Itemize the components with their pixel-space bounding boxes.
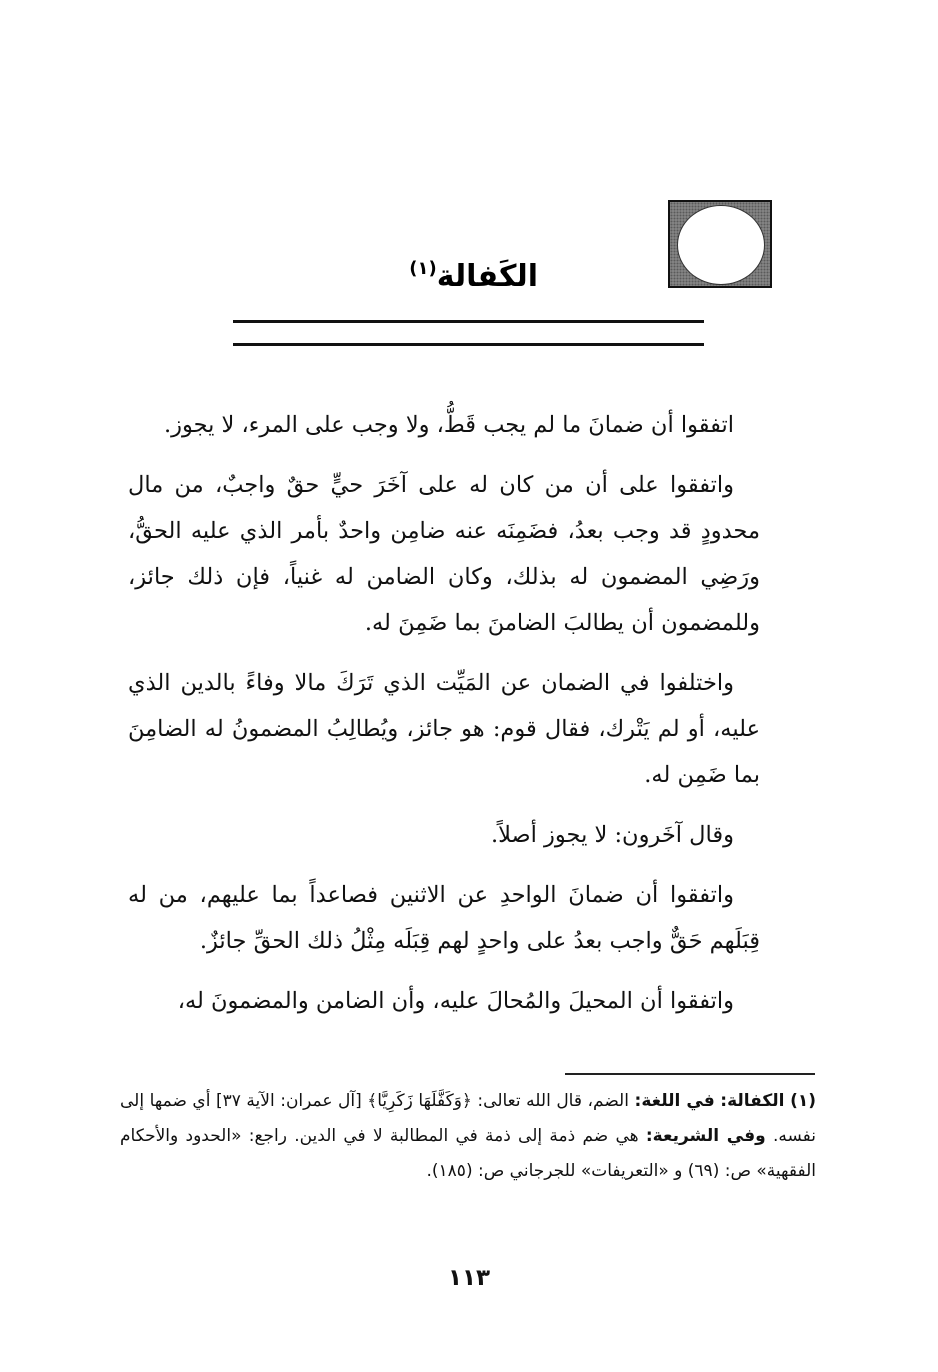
body-text [128, 402, 760, 1038]
ornament-circle-icon [677, 205, 765, 285]
chapter-title-text: الكَفالة [436, 259, 538, 294]
footnote-number: (١) [790, 1091, 817, 1111]
footnote-term: الكفالة: [720, 1091, 785, 1111]
footnote [120, 1084, 816, 1189]
paragraph: واختلفوا في الضمان عن المَيِّت الذي تَرَكَ مالا وفاءً بالدين الذي عليه، أو لم يَتْرك، فقال قوم: هو جائز، ويُطالِبُ المضمونُ له الضامِنَ بما ضَمِن له. [128, 670, 760, 788]
page-number: ١١٣ [447, 1265, 491, 1291]
paragraph: وقال آخَرون: لا يجوز أصلاً. [490, 822, 734, 848]
footnote-lang-text: الضم، قال الله تعالى: ﴿وَكَفَّلَهَا زَكَرِيَّا﴾ [آل عمران: الآية ٣٧] أي ضمها إلى نفسه. [120, 1091, 816, 1146]
title-rule-top [233, 320, 704, 323]
footnote-text [120, 1084, 816, 1189]
chapter-footnote-marker: (١) [409, 258, 437, 279]
footnote-sharia-text: هي ضم ذمة إلى ذمة في المطالبة لا في الدين. راجع: «الحدود والأحكام الفقهية» ص: (٦٩) و «التعريفات» للجرجاني ص: (١٨٥). [120, 1126, 816, 1181]
footnote-separator [565, 1073, 815, 1075]
title-rule-bottom [233, 343, 704, 346]
paragraph: واتفقوا أن المحيلَ والمُحالَ عليه، وأن الضامن والمضمونَ له، [177, 988, 734, 1014]
chapter-ornament [668, 200, 772, 288]
footnote-lang-label: في اللغة: [634, 1091, 715, 1111]
paragraph: واتفقوا على أن من كان له على آخَرَ حيٍّ حقٌ واجبٌ، من مال محدودٍ قد وجب بعدُ، فضَمِنَه عنه ضامِن واحدٌ بأمر الذي عليه الحقُّ، ورَضِي المضمون له بذلك، وكان الضامن له غنياً، فإن ذلك جائز، وللمضمون أن يطالبَ الضامنَ بما ضَمِنَ له. [128, 472, 760, 636]
chapter-title [238, 244, 538, 302]
footnote-sharia-label: وفي الشريعة: [645, 1126, 766, 1146]
paragraph: اتفقوا أن ضمانَ ما لم يجب قَطُّ، ولا وجب على المرء، لا يجوز. [163, 412, 734, 438]
paragraph: واتفقوا أن ضمانَ الواحدِ عن الاثنين فصاعداً بما عليهم، من له قِبَلَهم حَقٌّ واجب بعدُ على واحدٍ لهم قِبَلَه مِثْلُ ذلك الحقِّ جائزٌ. [128, 882, 760, 954]
